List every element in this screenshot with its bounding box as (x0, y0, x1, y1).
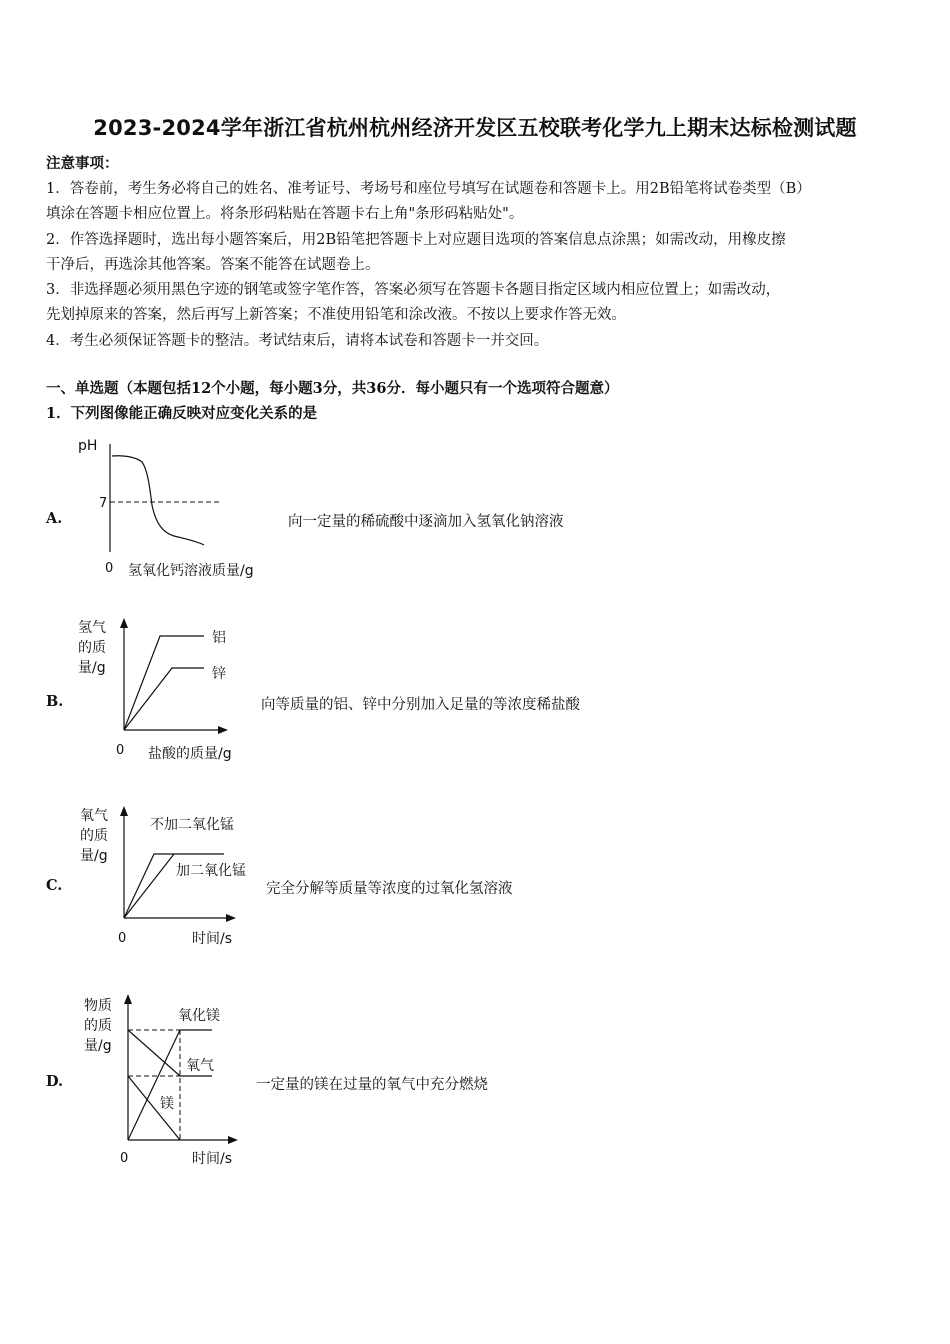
option-text: 一定量的镁在过量的氧气中充分燃烧 (256, 1077, 488, 1093)
notice-heading: 注意事项： (46, 155, 119, 172)
section-heading: 一、单选题（本题包括12个小题，每小题3分，共36分．每小题只有一个选项符合题意） (46, 380, 619, 397)
graph-c (74, 800, 266, 952)
graph-a (74, 430, 294, 585)
series-label-no-catalyst: 不加二氧化锰 (150, 817, 234, 833)
notice-line: 干净后，再选涂其他答案。答案不能答在试题卷上。 (46, 257, 380, 273)
y-axis-arrow (124, 994, 132, 1004)
graph-ylabel: 氢气 (78, 620, 106, 636)
graph-ylabel: 量/g (78, 660, 106, 676)
series-label-magnesium: 镁 (160, 1096, 174, 1112)
graph-xlabel: 时间/s (192, 1151, 233, 1167)
x-axis-arrow (226, 914, 236, 922)
graph-ylabel: 物质 (84, 998, 112, 1014)
series-label-catalyst: 加二氧化锰 (176, 863, 246, 879)
graph-ylabel: 的质 (80, 828, 108, 844)
graph-ylabel: 的质 (84, 1018, 112, 1034)
notice-line: 1．答卷前，考生务必将自己的姓名、准考证号、考场号和座位号填写在试题卷和答题卡上。用2B铅笔将试卷类型（B） (46, 181, 811, 197)
graph-ylabel: 的质 (78, 640, 106, 656)
series-label-zinc: 锌 (212, 666, 226, 682)
option-text: 向等质量的铝、锌中分别加入足量的等浓度稀盐酸 (261, 697, 580, 713)
option-letter: B. (46, 693, 64, 710)
graph-xlabel: 时间/s (192, 931, 233, 947)
x-axis-arrow (228, 1136, 238, 1144)
ph-curve (112, 456, 204, 545)
y-axis-arrow (120, 806, 128, 816)
graph-ylabel: 氧气 (80, 808, 108, 824)
graph-ylabel: 量/g (84, 1038, 112, 1054)
series-label-oxygen: 氧气 (186, 1058, 214, 1074)
page-title: 2023-2024学年浙江省杭州杭州经济开发区五校联考化学九上期末达标检测试题 (93, 116, 857, 140)
series-label-mgo: 氧化镁 (178, 1008, 220, 1024)
graph-d (74, 990, 260, 1170)
notice-line: 填涂在答题卡相应位置上。将条形码粘贴在答题卡右上角"条形码粘贴处"。 (46, 206, 524, 222)
graph-xlabel: 氢氧化钙溶液质量/g (128, 563, 254, 579)
option-letter: D. (46, 1073, 64, 1090)
notice-line: 4．考生必须保证答题卡的整洁。考试结束后，请将本试卷和答题卡一并交回。 (46, 333, 549, 349)
graph-origin: 0 (120, 1151, 129, 1166)
option-text: 完全分解等质量等浓度的过氧化氢溶液 (266, 881, 513, 897)
graph-ylabel: pH (78, 438, 98, 454)
question-stem: 1．下列图像能正确反映对应变化关系的是 (46, 405, 318, 422)
magnesium-oxide-line (128, 1030, 212, 1140)
y-axis-arrow (120, 618, 128, 628)
graph-origin: 0 (105, 561, 114, 576)
graph-ylabel: 量/g (80, 848, 108, 864)
series-label-aluminum: 铝 (212, 630, 226, 646)
aluminum-line (124, 636, 204, 730)
graph-xlabel: 盐酸的质量/g (148, 746, 232, 762)
option-letter: C. (46, 877, 63, 894)
notice-line: 先划掉原来的答案，然后再写上新答案；不准使用铅笔和涂改液。不按以上要求作答无效。 (46, 307, 626, 323)
option-text: 向一定量的稀硫酸中逐滴加入氢氧化钠溶液 (288, 514, 564, 530)
y-tick-label: 7 (99, 496, 108, 511)
x-axis-arrow (218, 726, 228, 734)
graph-origin: 0 (116, 743, 125, 758)
notice-line: 3．非选择题必须用黑色字迹的钢笔或签字笔作答，答案必须写在答题卡各题目指定区域内相应位置上；如需改动， (46, 282, 781, 298)
option-letter: A. (46, 510, 63, 527)
notice-line: 2．作答选择题时，选出每小题答案后，用2B铅笔把答题卡上对应题目选项的答案信息点涂黑；如需改动，用橡皮擦 (46, 232, 786, 248)
graph-b (74, 612, 264, 768)
graph-origin: 0 (118, 931, 127, 946)
